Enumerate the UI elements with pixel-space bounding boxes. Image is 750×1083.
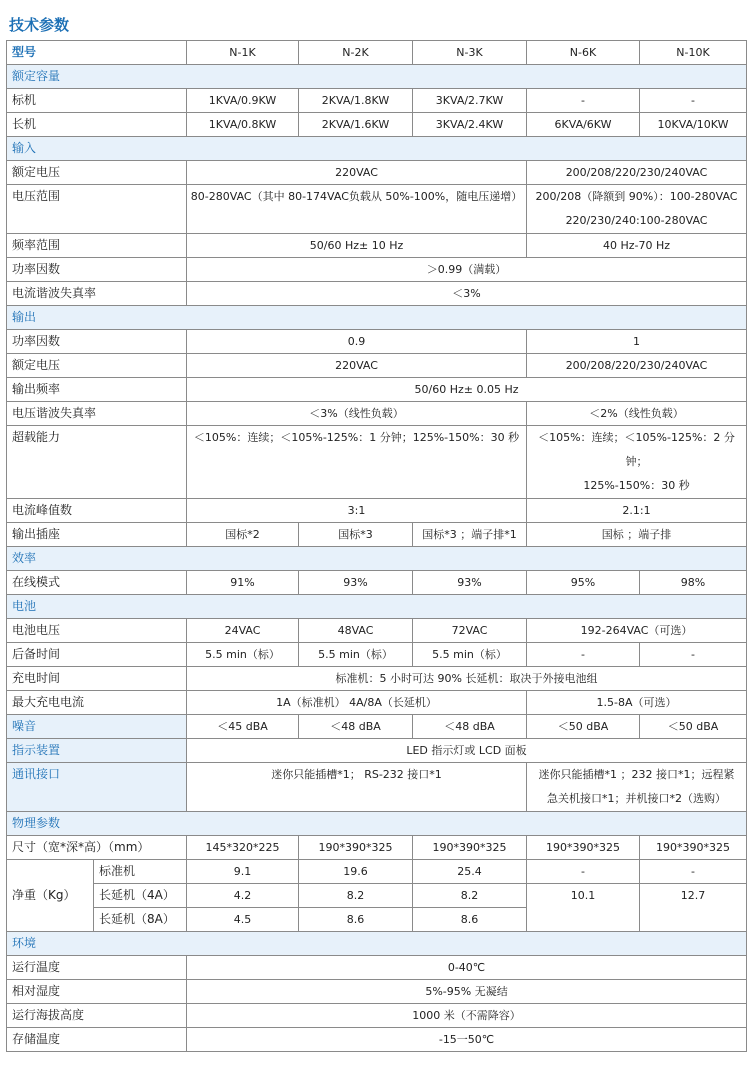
table-row — [7, 715, 747, 739]
model-name: N-6K — [527, 41, 640, 65]
cell: 2KVA/1.8KW — [299, 89, 413, 113]
section-row — [7, 595, 747, 619]
table-row — [7, 258, 747, 282]
cell: 8.6 — [299, 908, 413, 932]
cell: 200/208/220/230/240VAC — [527, 161, 747, 185]
row-label: 标机 — [7, 89, 187, 113]
row-label: 长机 — [7, 113, 187, 137]
cell: 5.5 min（标） — [413, 643, 527, 667]
cell: 国标*3 — [299, 523, 413, 547]
row-label: 运行海拔高度 — [7, 1004, 187, 1028]
spec-table — [6, 40, 747, 1052]
table-row — [7, 667, 747, 691]
section-row — [7, 812, 747, 836]
cell: 1 — [527, 330, 747, 354]
table-row — [7, 956, 747, 980]
table-row — [7, 763, 747, 812]
cell-line: 125%-150%：30 秒 — [583, 479, 690, 492]
cell-line: 200/208（降额到 90%）：100-280VAC — [535, 190, 738, 203]
row-label: 充电时间 — [7, 667, 187, 691]
table-row — [7, 739, 747, 763]
cell: 93% — [299, 571, 413, 595]
cell: 6KVA/6KW — [527, 113, 640, 137]
cell: - — [640, 860, 747, 884]
cell-line: 急关机接口*1；并机接口*2（选购） — [547, 792, 727, 805]
cell: 10.1 — [527, 884, 640, 932]
cell: 标准机：5 小时可达 90% 长延机：取决于外接电池组 — [187, 667, 747, 691]
table-row — [7, 643, 747, 667]
row-label: 额定电压 — [7, 161, 187, 185]
table-row — [7, 402, 747, 426]
cell: 145*320*225 — [187, 836, 299, 860]
cell: 220VAC — [187, 161, 527, 185]
table-row — [7, 860, 747, 884]
model-name: N-1K — [187, 41, 299, 65]
cell-line: 220/230/240:100-280VAC — [565, 214, 708, 227]
section-row — [7, 137, 747, 161]
table-row — [7, 836, 747, 860]
cell: 72VAC — [413, 619, 527, 643]
cell: ＜2%（线性负载） — [527, 402, 747, 426]
cell-line: 迷你只能插槽*1 ；232 接口*1；远程紧 — [538, 768, 735, 781]
cell: 1KVA/0.8KW — [187, 113, 299, 137]
cell: 0.9 — [187, 330, 527, 354]
cell — [527, 185, 747, 234]
table-row — [7, 619, 747, 643]
cell: ＜48 dBA — [299, 715, 413, 739]
table-row — [7, 571, 747, 595]
row-sublabel: 长延机（8A） — [94, 908, 187, 932]
cell: 5%-95% 无凝结 — [187, 980, 747, 1004]
row-label: 在线模式 — [7, 571, 187, 595]
cell: 3KVA/2.7KW — [413, 89, 527, 113]
cell: 12.7 — [640, 884, 747, 932]
cell-line: ＜105%：连续；＜105%-125%：2 分钟； — [538, 431, 735, 468]
row-label: 功率因数 — [7, 330, 187, 354]
section-physical: 物理参数 — [7, 812, 747, 836]
section-indicator: 指示装置 — [7, 739, 187, 763]
cell: 190*390*325 — [299, 836, 413, 860]
table-row — [7, 354, 747, 378]
cell: 8.6 — [413, 908, 527, 932]
cell: 1KVA/0.9KW — [187, 89, 299, 113]
cell: 80-280VAC（其中 80-174VAC负载从 50%-100%，随电压递增） — [187, 185, 527, 234]
table-row — [7, 89, 747, 113]
model-name: N-3K — [413, 41, 527, 65]
cell: 40 Hz-70 Hz — [527, 234, 747, 258]
cell: 迷你只能插槽*1； RS-232 接口*1 — [187, 763, 527, 812]
cell: -15一50℃ — [187, 1028, 747, 1052]
cell: 200/208/220/230/240VAC — [527, 354, 747, 378]
row-label: 输出频率 — [7, 378, 187, 402]
cell: 8.2 — [413, 884, 527, 908]
cell: 国标*2 — [187, 523, 299, 547]
cell: 190*390*325 — [413, 836, 527, 860]
table-row — [7, 161, 747, 185]
row-label: 尺寸（宽*深*高）（mm） — [7, 836, 187, 860]
section-efficiency: 效率 — [7, 547, 747, 571]
model-name: N-2K — [299, 41, 413, 65]
cell: ＜3%（线性负载） — [187, 402, 527, 426]
section-comm: 通讯接口 — [7, 763, 187, 812]
section-output: 输出 — [7, 306, 747, 330]
section-noise: 噪音 — [7, 715, 187, 739]
cell: ＜50 dBA — [640, 715, 747, 739]
cell: - — [527, 643, 640, 667]
cell: 国标*3 ；端子排*1 — [413, 523, 527, 547]
model-label: 型号 — [7, 41, 187, 65]
cell: 25.4 — [413, 860, 527, 884]
table-row — [7, 1028, 747, 1052]
table-row — [7, 426, 747, 499]
cell — [527, 426, 747, 499]
table-row — [7, 113, 747, 137]
section-battery: 电池 — [7, 595, 747, 619]
cell: 1A（标准机） 4A/8A（长延机） — [187, 691, 527, 715]
cell: 91% — [187, 571, 299, 595]
cell: - — [640, 89, 747, 113]
cell: 国标 ；端子排 — [527, 523, 747, 547]
row-label: 电压谐波失真率 — [7, 402, 187, 426]
cell: ＞0.99（满载） — [187, 258, 747, 282]
cell: 95% — [527, 571, 640, 595]
section-input: 输入 — [7, 137, 747, 161]
cell: 48VAC — [299, 619, 413, 643]
row-label: 最大充电电流 — [7, 691, 187, 715]
cell: 50/60 Hz± 10 Hz — [187, 234, 527, 258]
cell: 190*390*325 — [640, 836, 747, 860]
cell: 220VAC — [187, 354, 527, 378]
table-row — [7, 330, 747, 354]
section-row — [7, 306, 747, 330]
cell: 98% — [640, 571, 747, 595]
table-row — [7, 282, 747, 306]
row-label: 超载能力 — [7, 426, 187, 499]
cell: ＜45 dBA — [187, 715, 299, 739]
cell: - — [527, 860, 640, 884]
table-row — [7, 499, 747, 523]
cell: ＜3% — [187, 282, 747, 306]
row-label: 电流峰值数 — [7, 499, 187, 523]
row-label: 存储温度 — [7, 1028, 187, 1052]
header-row — [7, 41, 747, 65]
cell: 4.2 — [187, 884, 299, 908]
table-row — [7, 1004, 747, 1028]
row-label: 电池电压 — [7, 619, 187, 643]
section-row — [7, 932, 747, 956]
row-label: 电流谐波失真率 — [7, 282, 187, 306]
table-row — [7, 523, 747, 547]
section-row — [7, 547, 747, 571]
cell — [527, 763, 747, 812]
cell: ＜50 dBA — [527, 715, 640, 739]
cell: 3:1 — [187, 499, 527, 523]
row-label: 频率范围 — [7, 234, 187, 258]
cell: ＜48 dBA — [413, 715, 527, 739]
row-label: 相对湿度 — [7, 980, 187, 1004]
cell: LED 指示灯或 LCD 面板 — [187, 739, 747, 763]
section-capacity: 额定容量 — [7, 65, 747, 89]
cell: - — [527, 89, 640, 113]
cell: 19.6 — [299, 860, 413, 884]
cell: 1000 米（不需降容） — [187, 1004, 747, 1028]
row-label: 净重（Kg） — [7, 860, 94, 932]
cell: 9.1 — [187, 860, 299, 884]
cell: 3KVA/2.4KW — [413, 113, 527, 137]
table-row — [7, 378, 747, 402]
cell: 2.1:1 — [527, 499, 747, 523]
cell: 1.5-8A（可选） — [527, 691, 747, 715]
cell: 5.5 min（标） — [187, 643, 299, 667]
cell: 192-264VAC（可选） — [527, 619, 747, 643]
model-name: N-10K — [640, 41, 747, 65]
row-label: 额定电压 — [7, 354, 187, 378]
cell: 190*390*325 — [527, 836, 640, 860]
cell: 4.5 — [187, 908, 299, 932]
cell: ＜105%：连续；＜105%-125%：1 分钟；125%-150%：30 秒 — [187, 426, 527, 499]
cell: 10KVA/10KW — [640, 113, 747, 137]
page-title: 技术参数 — [9, 16, 70, 34]
row-label: 后备时间 — [7, 643, 187, 667]
cell: 8.2 — [299, 884, 413, 908]
section-row — [7, 65, 747, 89]
row-label: 电压范围 — [7, 185, 187, 234]
row-label: 输出插座 — [7, 523, 187, 547]
cell: 93% — [413, 571, 527, 595]
cell: 0-40℃ — [187, 956, 747, 980]
row-sublabel: 标准机 — [94, 860, 187, 884]
table-row — [7, 980, 747, 1004]
table-row — [7, 691, 747, 715]
table-row — [7, 185, 747, 234]
row-label: 运行温度 — [7, 956, 187, 980]
cell: 2KVA/1.6KW — [299, 113, 413, 137]
row-sublabel: 长延机（4A） — [94, 884, 187, 908]
cell: - — [640, 643, 747, 667]
table-row — [7, 234, 747, 258]
cell: 5.5 min（标） — [299, 643, 413, 667]
table-row — [7, 884, 747, 908]
section-environment: 环境 — [7, 932, 747, 956]
row-label: 功率因数 — [7, 258, 187, 282]
cell: 50/60 Hz± 0.05 Hz — [187, 378, 747, 402]
cell: 24VAC — [187, 619, 299, 643]
